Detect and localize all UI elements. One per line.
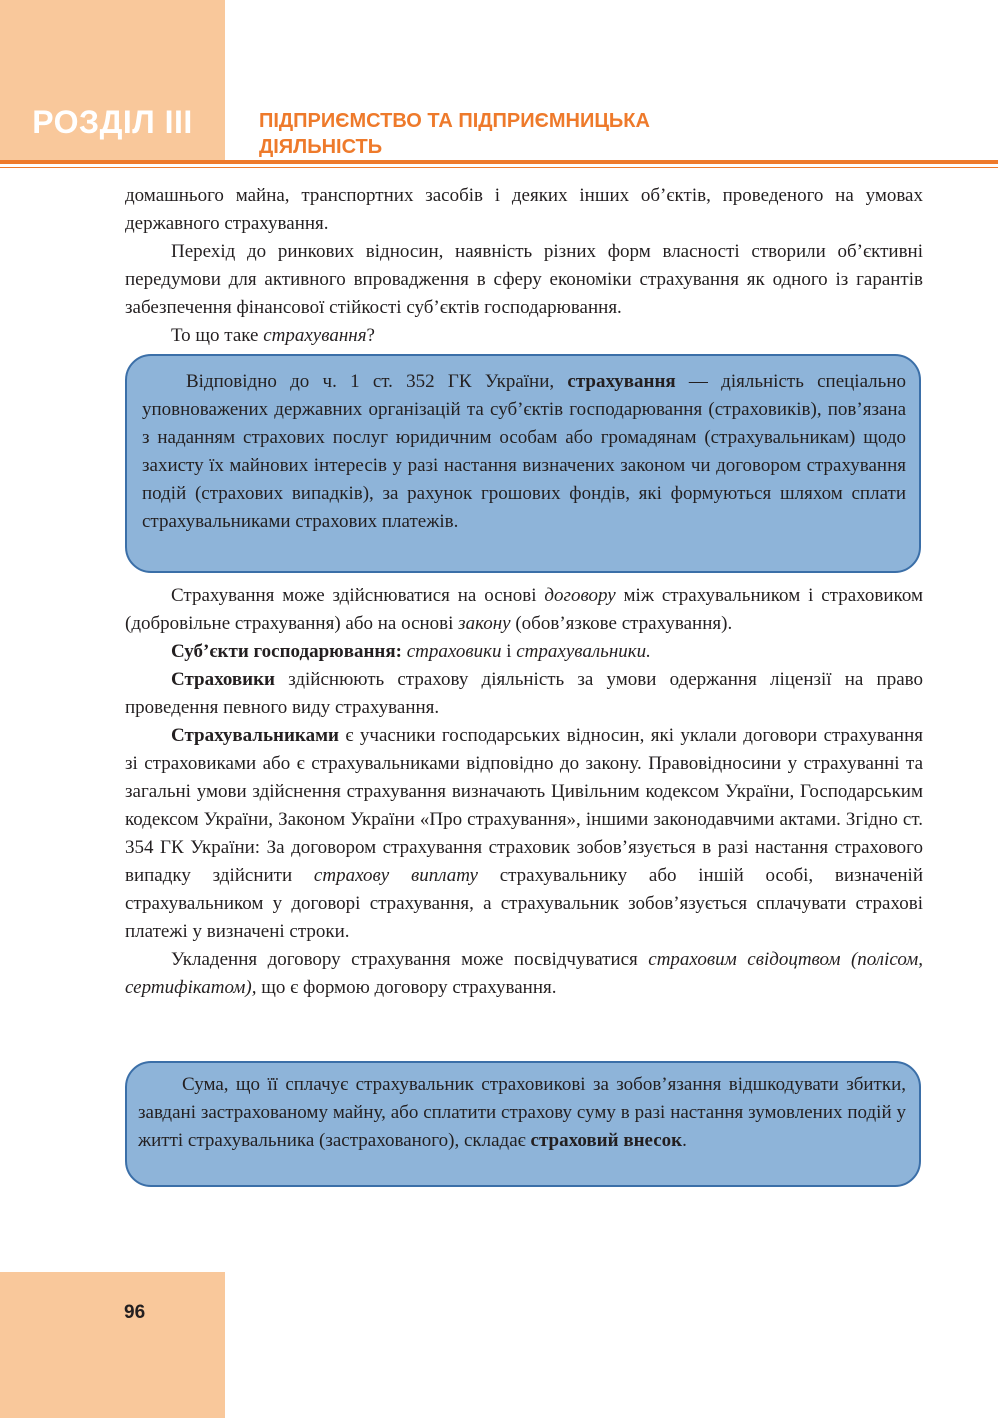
section-label: РОЗДІЛ ІІІ — [32, 104, 193, 140]
text-block-main — [125, 582, 923, 1002]
definition-insurance: Відповідно до ч. 1 ст. 352 ГК України, страхування — діяльність спеціально уповноважених державних організацій та суб’єктів господарювання (страховиків), пов’язана з наданням страхових послуг юридичним особам або громадянам (страхувальникам) щодо захисту їх майнових інтересів у разі настання визначених законом чи договором страхування подій (страхових випадків), за рахунок грошових фондів, які формуються шляхом сплати страхувальниками страхових платежів. — [142, 371, 907, 532]
paragraph-contract-certificate: Укладення договору страхування може посвідчуватися страховим свідоцтвом (полісом, сертифікатом), що є формою договору страхування. — [125, 949, 923, 998]
paragraph-insurers: Страховики здійснюють страхову діяльність за умови одержання ліцензії на право проведення певного виду страхування. — [125, 669, 923, 718]
paragraph-market-transition: Перехід до ринкових відносин, наявність різних форм власності створили об’єктивні передумови для активного впровадження в сферу економіки страхування як одного із гарантів забезпечення фінансової стійкості суб’єктів господарювання. — [125, 241, 923, 318]
paragraph-subjects: Суб’єкти господарювання: страховики і страхувальники. — [171, 641, 651, 662]
text-block-top — [125, 182, 923, 350]
definition-box-premium — [125, 1061, 921, 1187]
paragraph-question: То що таке страхування? — [171, 325, 375, 346]
definition-premium: Сума, що її сплачує страхувальник страховикові за зобов’язання відшкодувати збитки, завдані застрахованому майну, або сплатити страхову суму в разі настання зумовлених подій у житті страхувальника (застрахованого), складає страховий внесок. — [138, 1074, 906, 1151]
section-title — [259, 108, 959, 160]
side-panel-bottom — [0, 1272, 225, 1418]
section-title-line1: ПІДПРИЄМСТВО ТА ПІДПРИЄМНИЦЬКА — [259, 110, 650, 132]
header-rule-thin — [0, 167, 998, 168]
section-title-line2: ДІЯЛЬНІСТЬ — [259, 136, 383, 158]
page-number: 96 — [124, 1302, 146, 1323]
paragraph-insurance-basis: Страхування може здійснюватися на основі договору між страхувальником і страховиком (добровільне страхування) або на основі закону (обов’язкове страхування). — [125, 585, 923, 634]
paragraph-policyholders: Страхувальниками є учасники господарських відносин, які уклали договори страхування зі страховиками або є страхувальниками відповідно до закону. Правовідносини у страхуванні та загальні умови здійснення страхування визначають Цивільним кодексом України, Господарським кодексом України, Законом України «Про страхування», іншими законодавчими актами. Згідно ст. 354 ГК України: За договором страхування страховик зобов’язується в разі настання страхового випадку здійснити страхову виплату страхувальнику або іншій особі, визначеній страхувальником у договорі страхування, а страхувальник зобов’язується сплачувати страхові платежі у визначені строки. — [125, 725, 924, 942]
definition-box-insurance — [125, 354, 921, 573]
header-rule-thick — [0, 160, 998, 164]
paragraph-continuation: домашнього майна, транспортних засобів і деяких інших об’єктів, проведеного на умовах державного страхування. — [125, 185, 923, 234]
